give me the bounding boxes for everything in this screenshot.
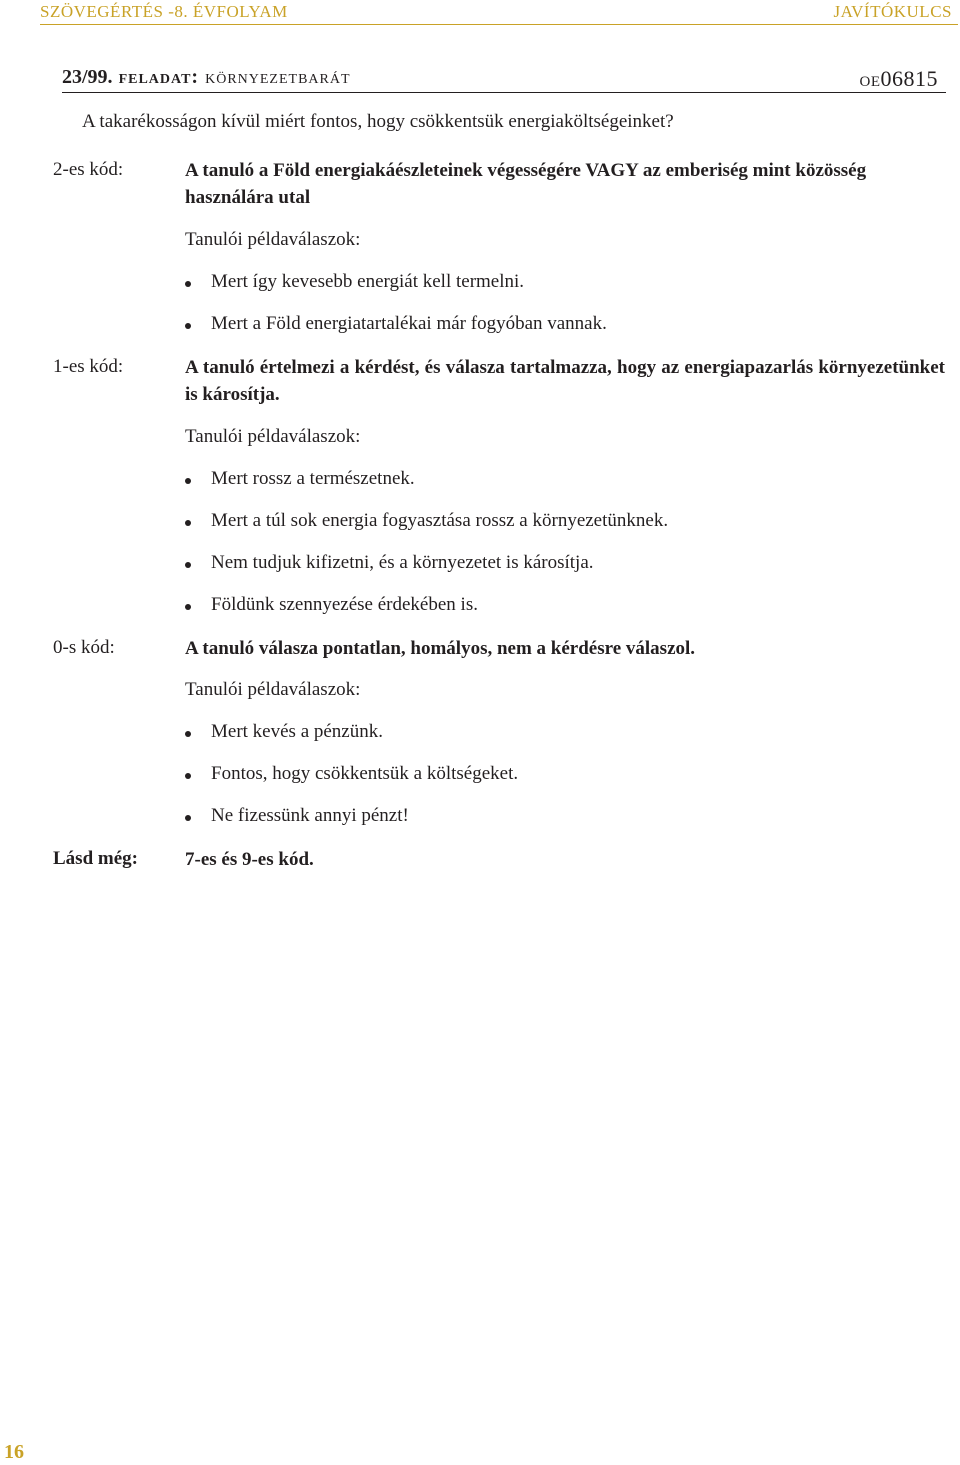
see-also-label: Lásd még:	[53, 848, 138, 869]
code-2-label: 2-es kód:	[53, 159, 124, 180]
bullet-icon	[185, 281, 191, 287]
header-subject: SZÖVEGÉRTÉS -8. ÉVFOLYAM	[40, 2, 288, 21]
bullet-icon	[185, 323, 191, 329]
example-text: Mert a Föld energiatartalékai már fogyóban vannak.	[211, 313, 607, 334]
bullet-icon	[185, 815, 191, 821]
example-text: Mert így kevesebb energiát kell termelni.	[211, 271, 525, 292]
code-0-description: A tanuló válasza pontatlan, homályos, nem a kérdésre válaszol.	[185, 638, 696, 659]
example-text: Mert a túl sok energia fogyasztása rossz a környezetünknek.	[211, 510, 669, 531]
code-1-examples-heading: Tanulói példaválaszok:	[185, 426, 361, 447]
example-text: Ne fizessünk annyi pénzt!	[211, 805, 409, 826]
task-code: oe06815	[859, 66, 938, 91]
page-number: 16	[4, 1441, 24, 1463]
bullet-icon	[185, 731, 191, 737]
bullet-icon	[185, 520, 191, 526]
bullet-icon	[185, 478, 191, 484]
example-text: Mert rossz a természetnek.	[211, 468, 415, 489]
code-1-label: 1-es kód:	[53, 356, 124, 377]
example-text: Fontos, hogy csökkentsük a költségeket.	[211, 763, 519, 784]
see-also-value: 7-es és 9-es kód.	[185, 849, 314, 870]
task-label: feladat:	[118, 66, 200, 88]
task-question: A takarékosságon kívül miért fontos, hogy csökkentsük energiaköltségeinket?	[82, 111, 674, 132]
code-2-description: A tanuló a Föld energiakáészleteinek végességére VAGY az emberiség mint közösség használára utal	[185, 160, 867, 208]
code-0-examples-heading: Tanulói példaválaszok:	[185, 679, 361, 700]
example-text: Mert kevés a pénzünk.	[211, 721, 383, 742]
task-topic: környezetbarát	[205, 66, 351, 88]
header-doc-type: JAVÍTÓKULCS	[833, 2, 952, 21]
code-0-label: 0-s kód:	[53, 637, 115, 658]
code-2-examples-heading: Tanulói példaválaszok:	[185, 229, 361, 250]
header-divider	[40, 24, 958, 25]
example-text: Nem tudjuk kifizetni, és a környezetet is károsítja.	[211, 552, 594, 573]
bullet-icon	[185, 562, 191, 568]
running-header	[0, 0, 960, 26]
task-title	[62, 66, 946, 92]
bullet-icon	[185, 773, 191, 779]
bullet-icon	[185, 604, 191, 610]
example-text: Földünk szennyezése érdekében is.	[211, 594, 478, 615]
code-1-description: A tanuló értelmezi a kérdést, és válasza tartalmazza, hogy az energiapazarlás környezetünket is károsítja.	[185, 357, 945, 405]
task-number: 23/99.	[62, 66, 113, 88]
title-divider	[62, 92, 946, 93]
